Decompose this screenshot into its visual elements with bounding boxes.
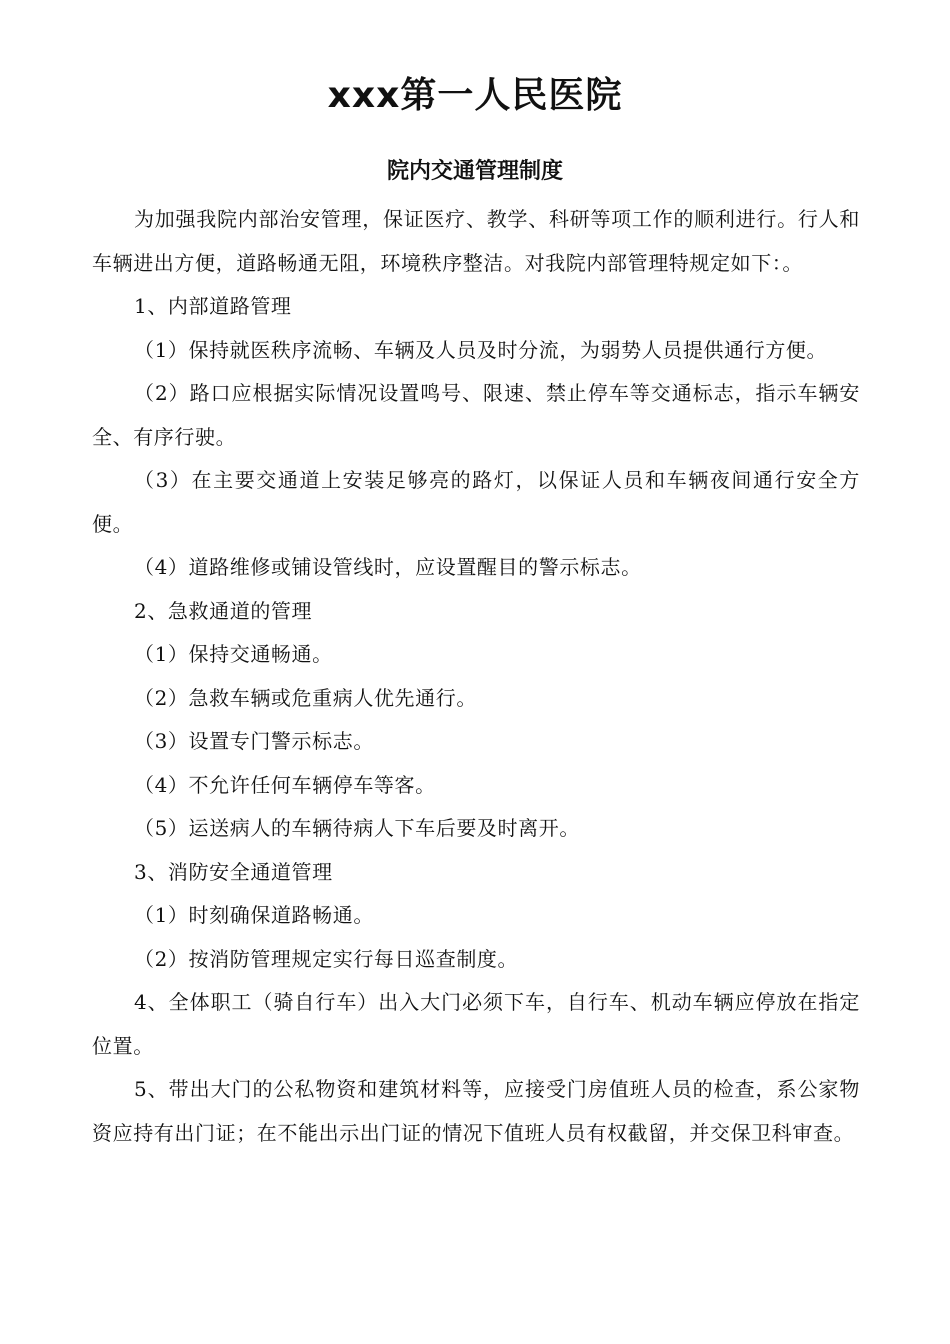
section-2-item-4: （4）不允许任何车辆停车等客。 (134, 772, 436, 797)
section-heading-1: 1、内部道路管理 (134, 294, 292, 318)
section-3-item-2: （2）按消防管理规定实行每日巡查制度。 (134, 946, 519, 971)
section-1-item-3: （3）在主要交通道上安装足够亮的路灯，以保证人员和车辆夜间通行安全方便。 (92, 468, 860, 536)
section-1-item-4: （4）道路维修或铺设管线时，应设置醒目的警示标志。 (134, 555, 642, 579)
document-subtitle: 院内交通管理制度 (386, 159, 563, 184)
section-2-item-2: （2）急救车辆或危重病人优先通行。 (134, 685, 477, 710)
section-4-paragraph: 4、全体职工（骑自行车）出入大门必须下车，自行车、机动车辆应停放在指定位置。 (92, 990, 860, 1058)
section-heading-3: 3、消防安全通道管理 (134, 859, 333, 884)
section-heading-2: 2、急救通道的管理 (134, 598, 313, 623)
intro-paragraph: 为加强我院内部治安管理，保证医疗、教学、科研等项工作的顺利进行。行人和车辆进出方便，道路畅通无阻，环境秩序整洁。对我院内部管理特规定如下：。 (92, 207, 860, 275)
section-1-item-1: （1）保持就医秩序流畅、车辆及人员及时分流，为弱势人员提供通行方便。 (134, 337, 828, 362)
section-5-paragraph: 5、带出大门的公私物资和建筑材料等，应接受门房值班人员的检查，系公家物资应持有出门证；在不能出示出门证的情况下值班人员有权截留，并交保卫科审查。 (92, 1077, 860, 1145)
section-2-item-1: （1）保持交通畅通。 (134, 642, 333, 666)
section-2-item-5: （5）运送病人的车辆待病人下车后要及时离开。 (134, 816, 580, 840)
section-1-item-2: （2）路口应根据实际情况设置鸣号、限速、禁止停车等交通标志，指示车辆安全、有序行驶。 (92, 381, 860, 449)
document-body (92, 198, 860, 1155)
document-title: xxx第一人民医院 (327, 75, 623, 116)
section-2-item-3: （3）设置专门警示标志。 (134, 729, 374, 753)
section-3-item-1: （1）时刻确保道路畅通。 (134, 903, 374, 927)
